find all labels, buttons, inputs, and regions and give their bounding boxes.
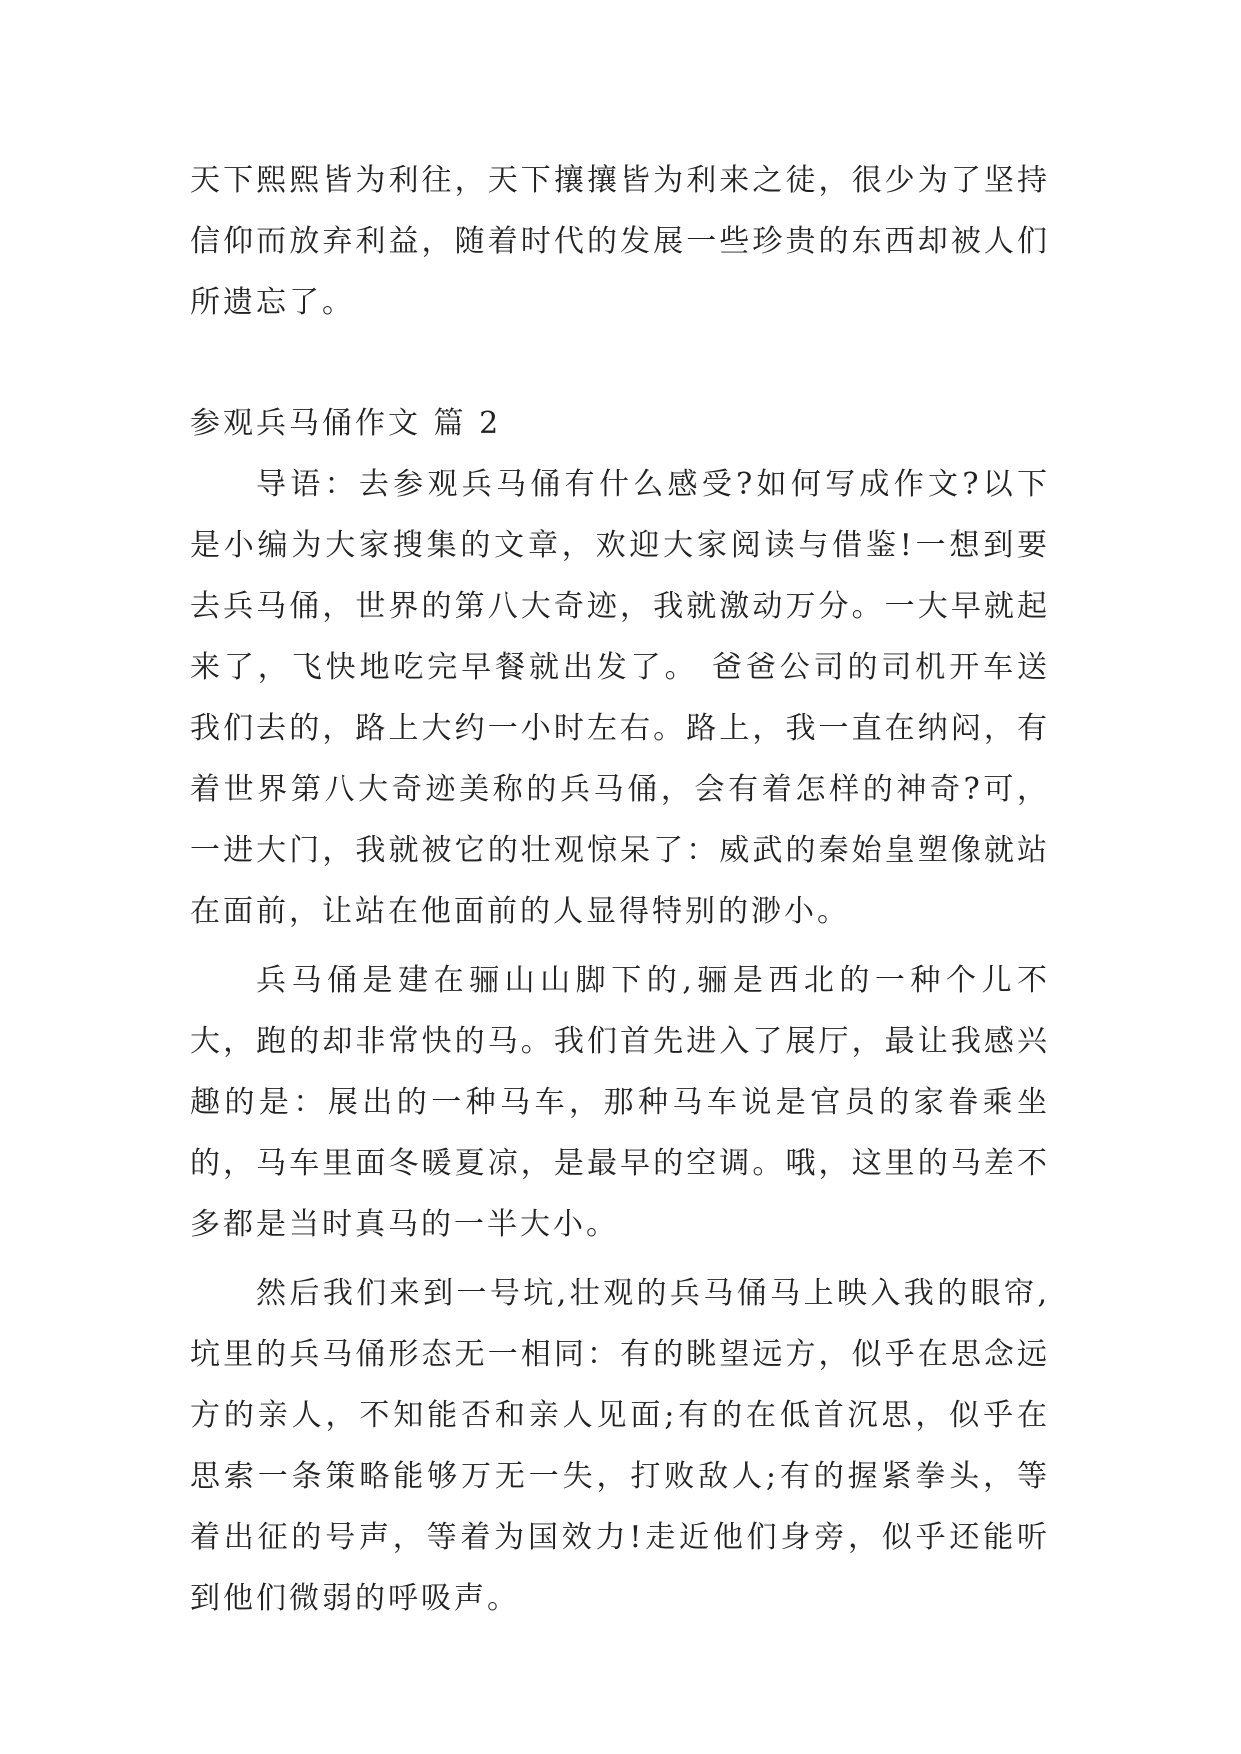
paragraph-intro-guide: 导语：去参观兵马俑有什么感受?如何写成作文?以下是小编为大家搜集的文章，欢迎大家阅读与借鉴!一想到要去兵马俑，世界的第八大奇迹，我就激动万分。一大早就起来了，飞快地吃完早餐就出发了。 爸爸公司的司机开车送我们去的，路上大约一小时左右。路上，我一直在纳闷，有着世界第八大奇迹美称的兵马俑，会有着怎样的神奇?可，一进大门，我就被它的壮观惊呆了：威武的秦始皇塑像就站在面前，让站在他面前的人显得特别的渺小。 [190, 467, 1050, 929]
document-page [190, 150, 1050, 1629]
paragraph-exhibition-hall: 兵马俑是建在骊山山脚下的,骊是西北的一种个儿不大，跑的却非常快的马。我们首先进入了展厅，最让我感兴趣的是：展出的一种马车，那种马车说是官员的家眷乘坐的，马车里面冬暖夏凉，是最早的空调。哦，这里的马差不多都是当时真马的一半大小。 [190, 963, 1050, 1242]
section-heading: 参观兵马俑作文 篇 2 [190, 406, 502, 441]
paragraph-pit-one: 然后我们来到一号坑,壮观的兵马俑马上映入我的眼帘,坑里的兵马俑形态无一相同：有的眺望远方，似乎在思念远方的亲人，不知能否和亲人见面;有的在低首沉思，似乎在思索一条策略能够万无一失，打败敌人;有的握紧拳头，等着出征的号声，等着为国效力!走近他们身旁，似乎还能听到他们微弱的呼吸声。 [190, 1276, 1050, 1616]
intro-paragraph: 天下熙熙皆为利往，天下攘攘皆为利来之徒，很少为了坚持信仰而放弃利益，随着时代的发展一些珍贵的东西却被人们所遗忘了。 [190, 163, 1050, 320]
